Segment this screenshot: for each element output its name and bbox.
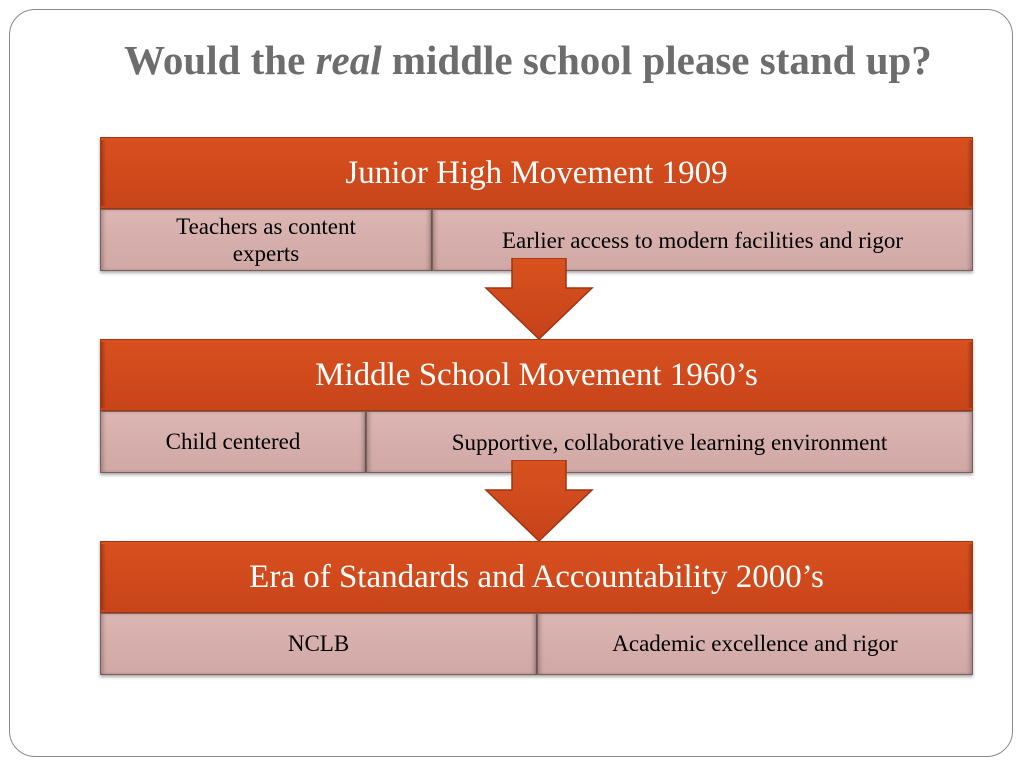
block-header: Era of Standards and Accountability 2000’s bbox=[100, 541, 973, 613]
block-item: Child centered bbox=[100, 411, 366, 473]
block-item: Supportive, collaborative learning environment bbox=[366, 411, 973, 473]
block-item: NCLB bbox=[100, 613, 537, 675]
block-items-row bbox=[100, 613, 973, 675]
block-item: Academic excellence and rigor bbox=[537, 613, 973, 675]
title-text-after: middle school please stand up? bbox=[381, 37, 932, 83]
title-text-before: Would the bbox=[124, 37, 316, 83]
block-item: Teachers as content experts bbox=[100, 209, 432, 271]
down-arrow-icon bbox=[484, 258, 594, 340]
title-emphasis: real bbox=[315, 37, 382, 83]
down-arrow-icon bbox=[484, 460, 594, 542]
block-header: Junior High Movement 1909 bbox=[100, 137, 973, 209]
block-header: Middle School Movement 1960’s bbox=[100, 339, 973, 411]
block-item: Earlier access to modern facilities and rigor bbox=[432, 209, 973, 271]
slide-title bbox=[0, 34, 1024, 86]
